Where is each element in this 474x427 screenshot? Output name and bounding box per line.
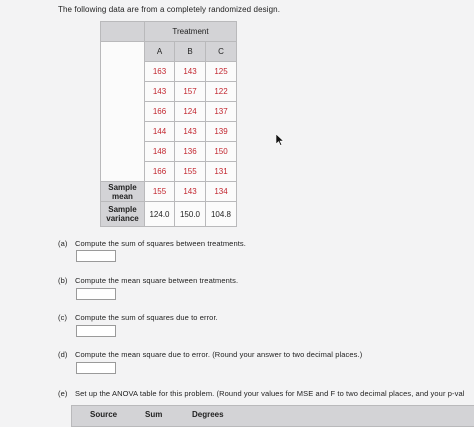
question-text: Compute the mean square due to error. (Round your answer to two decimal places.) (75, 350, 363, 359)
sample-mean-label (101, 182, 145, 202)
cell: 163 (145, 62, 175, 82)
cell: 137 (206, 102, 237, 122)
question-a (58, 239, 246, 248)
table-corner (101, 22, 145, 42)
sample-variance-row (101, 202, 237, 227)
question-label: (e) (58, 389, 68, 398)
treatment-header: Treatment (145, 22, 237, 42)
cell: 166 (145, 162, 175, 182)
table-blank-cell (101, 42, 145, 182)
row-label-line: variance (106, 214, 139, 223)
row-label-line: Sample (108, 205, 137, 214)
cell: 166 (145, 102, 175, 122)
answer-input-c[interactable] (76, 325, 116, 337)
question-e (58, 389, 464, 398)
question-c (58, 313, 218, 322)
cell: 144 (145, 122, 175, 142)
variance-cell: 104.8 (206, 202, 237, 227)
question-label: (d) (58, 350, 68, 359)
cell: 143 (145, 82, 175, 102)
variance-cell: 150.0 (175, 202, 206, 227)
question-label: (b) (58, 276, 68, 285)
cell: 124 (175, 102, 206, 122)
sample-mean-row (101, 182, 237, 202)
variance-cell: 124.0 (145, 202, 175, 227)
cell: 143 (175, 62, 206, 82)
column-header-b: B (175, 42, 206, 62)
column-header-c: C (206, 42, 237, 62)
mean-cell: 143 (175, 182, 206, 202)
cell: 131 (206, 162, 237, 182)
question-d (58, 350, 362, 359)
sample-variance-label (101, 202, 145, 227)
answer-input-a[interactable] (76, 250, 116, 262)
anova-table-header (71, 405, 474, 427)
mean-cell: 134 (206, 182, 237, 202)
intro-text: The following data are from a completely randomized design. (58, 5, 281, 14)
question-label: (a) (58, 239, 68, 248)
question-b (58, 276, 238, 285)
anova-col-source: Source (90, 410, 118, 419)
anova-col-degrees: Degrees (192, 410, 224, 419)
cell: 143 (175, 122, 206, 142)
question-text: Compute the mean square between treatments. (75, 276, 239, 285)
row-label-line: Sample (108, 182, 137, 192)
question-text: Compute the sum of squares between treatments. (75, 239, 246, 248)
cell: 157 (175, 82, 206, 102)
cell: 136 (175, 142, 206, 162)
answer-input-b[interactable] (76, 288, 116, 300)
cell: 122 (206, 82, 237, 102)
row-label-line: mean (112, 191, 133, 201)
cell: 148 (145, 142, 175, 162)
mean-cell: 155 (145, 182, 175, 202)
data-table (100, 21, 237, 227)
mouse-cursor-icon (276, 134, 284, 146)
question-text: Compute the sum of squares due to error. (75, 313, 218, 322)
cell: 155 (175, 162, 206, 182)
cell: 150 (206, 142, 237, 162)
cell: 139 (206, 122, 237, 142)
column-header-a: A (145, 42, 175, 62)
question-label: (c) (58, 313, 68, 322)
answer-input-d[interactable] (76, 362, 116, 374)
cell: 125 (206, 62, 237, 82)
question-text: Set up the ANOVA table for this problem. (Round your values for MSE and F to two decimal places, and your p-val (75, 389, 465, 398)
anova-col-sum: Sum (145, 410, 163, 419)
